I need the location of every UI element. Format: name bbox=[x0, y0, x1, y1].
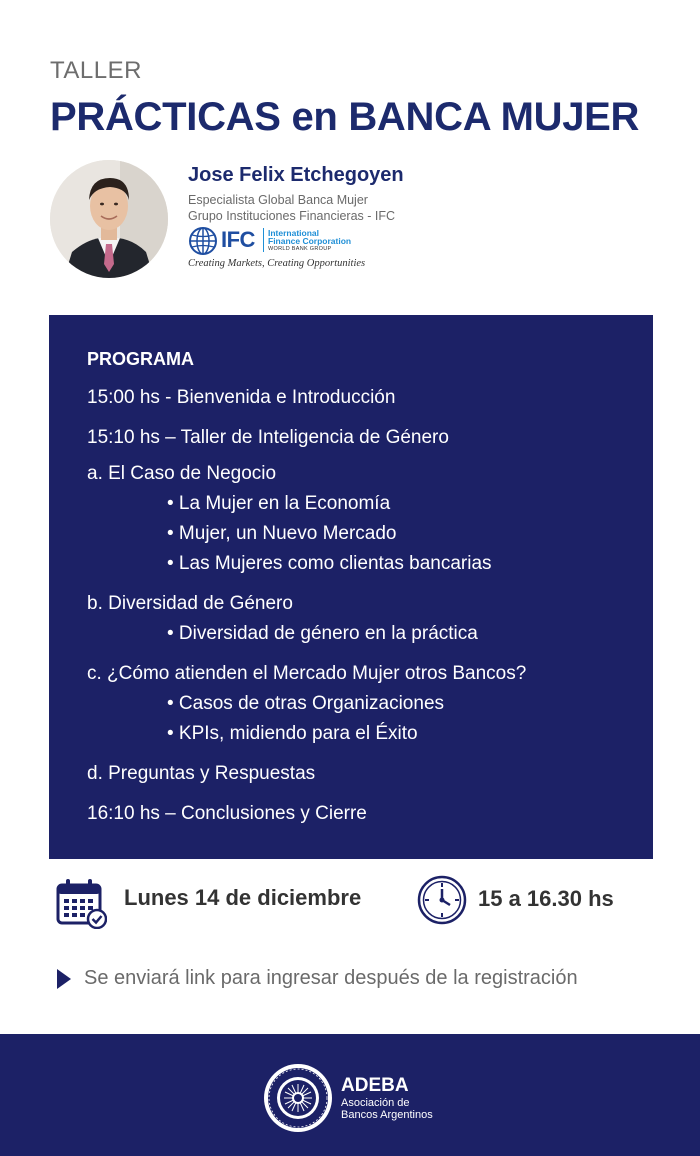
event-time: 15 a 16.30 hs bbox=[478, 886, 614, 911]
registration-note: Se enviará link para ingresar después de la registración bbox=[84, 967, 578, 989]
program-subitem: • Mujer, un Nuevo Mercado bbox=[167, 523, 397, 544]
program-item: b. Diversidad de Género bbox=[87, 593, 293, 614]
program-item: c. ¿Cómo atienden el Mercado Mujer otros Bancos? bbox=[87, 663, 527, 684]
program-item: 15:10 hs – Taller de Inteligencia de Género bbox=[87, 427, 449, 448]
program-subitem: • Diversidad de género en la práctica bbox=[167, 623, 478, 644]
event-type-label: TALLER bbox=[50, 57, 142, 84]
program-subitem: • KPIs, midiendo para el Éxito bbox=[167, 723, 418, 744]
play-icon bbox=[56, 968, 72, 990]
event-date: Lunes 14 de diciembre bbox=[124, 885, 362, 910]
speaker-organization: Grupo Instituciones Financieras - IFC bbox=[188, 209, 396, 223]
program-panel bbox=[49, 315, 653, 859]
page-title: PRÁCTICAS en BANCA MUJER bbox=[50, 95, 640, 139]
program-item: 15:00 hs - Bienvenida e Introducción bbox=[87, 387, 396, 408]
program-item: 16:10 hs – Conclusiones y Cierre bbox=[87, 803, 367, 824]
program-item: a. El Caso de Negocio bbox=[87, 463, 277, 484]
ifc-divider bbox=[263, 228, 264, 252]
program-item: d. Preguntas y Respuestas bbox=[87, 763, 316, 784]
program-subitem: • Casos de otras Organizaciones bbox=[167, 693, 445, 714]
adeba-line2: Bancos Argentinos bbox=[341, 1109, 433, 1121]
footer bbox=[0, 1034, 700, 1156]
clock-icon bbox=[416, 874, 468, 926]
adeba-seal-icon bbox=[263, 1063, 333, 1133]
calendar-check-icon bbox=[55, 877, 107, 929]
program-heading: PROGRAMA bbox=[87, 349, 194, 369]
speaker-avatar bbox=[50, 160, 168, 278]
globe-icon bbox=[188, 226, 218, 256]
speaker-photo bbox=[50, 160, 168, 278]
ifc-wordmark: IFC bbox=[221, 227, 255, 252]
ifc-tagline: Creating Markets, Creating Opportunities bbox=[188, 258, 366, 269]
ifc-logo bbox=[188, 226, 368, 256]
speaker-name: Jose Felix Etchegoyen bbox=[188, 164, 404, 186]
ifc-name-line2: Finance Corporation bbox=[268, 236, 352, 246]
speaker-role: Especialista Global Banca Mujer bbox=[188, 193, 368, 207]
program-subitem: • La Mujer en la Economía bbox=[167, 493, 391, 514]
adeba-line1: Asociación de bbox=[341, 1097, 410, 1109]
ifc-name-line1: International bbox=[268, 228, 320, 238]
program-subitem: • Las Mujeres como clientas bancarias bbox=[167, 553, 492, 574]
adeba-name: ADEBA bbox=[341, 1075, 409, 1096]
ifc-group-line: WORLD BANK GROUP bbox=[268, 246, 332, 252]
